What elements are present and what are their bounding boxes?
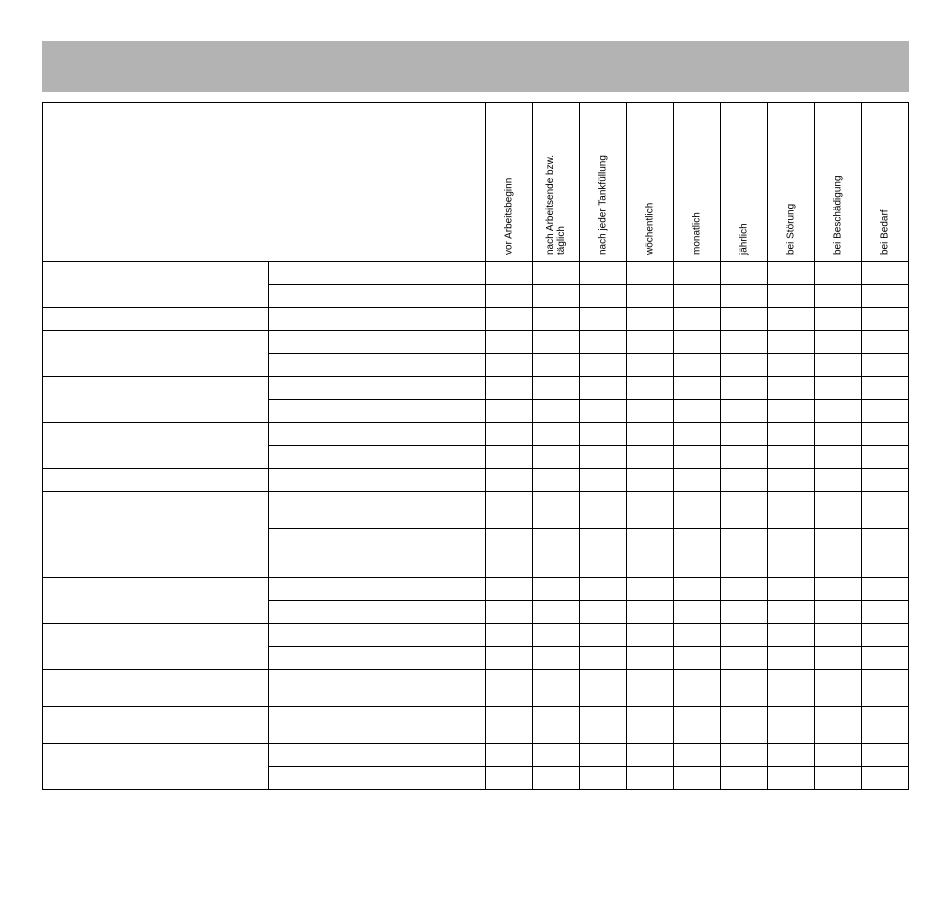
interval-check-cell: [768, 647, 815, 670]
interval-check-cell: [768, 331, 815, 354]
interval-check-cell: [768, 624, 815, 647]
interval-check-cell: [674, 624, 721, 647]
interval-check-cell: [674, 262, 721, 285]
interval-check-cell: [533, 354, 580, 377]
interval-check-cell: [580, 354, 627, 377]
interval-check-cell: [533, 707, 580, 744]
interval-check-cell: [674, 647, 721, 670]
component-cell: [43, 377, 269, 423]
interval-check-cell: [580, 423, 627, 446]
interval-check-cell: [486, 331, 533, 354]
interval-check-cell: [768, 285, 815, 308]
interval-check-cell: [674, 601, 721, 624]
column-header: [721, 103, 768, 262]
interval-check-cell: [533, 624, 580, 647]
interval-check-cell: [486, 377, 533, 400]
interval-check-cell: [815, 423, 862, 446]
table-row: [43, 670, 909, 707]
interval-check-cell: [721, 469, 768, 492]
interval-check-cell: [768, 377, 815, 400]
interval-check-cell: [580, 601, 627, 624]
interval-check-cell: [674, 308, 721, 331]
component-cell: [43, 308, 269, 331]
interval-check-cell: [721, 354, 768, 377]
interval-check-cell: [674, 285, 721, 308]
interval-check-cell: [533, 262, 580, 285]
interval-check-cell: [862, 446, 909, 469]
title-bar: [42, 41, 909, 92]
interval-check-cell: [674, 377, 721, 400]
interval-check-cell: [862, 492, 909, 529]
interval-check-cell: [815, 400, 862, 423]
interval-check-cell: [815, 529, 862, 578]
interval-check-cell: [580, 624, 627, 647]
interval-check-cell: [862, 601, 909, 624]
interval-check-cell: [486, 578, 533, 601]
table-row: [43, 744, 909, 767]
interval-check-cell: [815, 707, 862, 744]
interval-check-cell: [674, 707, 721, 744]
interval-check-cell: [862, 400, 909, 423]
interval-check-cell: [533, 767, 580, 790]
interval-check-cell: [721, 744, 768, 767]
interval-check-cell: [768, 744, 815, 767]
task-cell: [269, 262, 486, 285]
interval-check-cell: [768, 529, 815, 578]
interval-check-cell: [815, 354, 862, 377]
interval-check-cell: [486, 624, 533, 647]
interval-check-cell: [862, 767, 909, 790]
interval-check-cell: [815, 624, 862, 647]
task-cell: [269, 670, 486, 707]
interval-check-cell: [674, 400, 721, 423]
interval-check-cell: [627, 469, 674, 492]
interval-check-cell: [627, 670, 674, 707]
interval-check-cell: [533, 529, 580, 578]
interval-check-cell: [721, 262, 768, 285]
interval-check-cell: [627, 354, 674, 377]
interval-check-cell: [721, 670, 768, 707]
interval-check-cell: [580, 578, 627, 601]
interval-check-cell: [721, 446, 768, 469]
interval-check-cell: [533, 578, 580, 601]
interval-check-cell: [721, 624, 768, 647]
interval-check-cell: [815, 492, 862, 529]
component-cell: [43, 707, 269, 744]
component-cell: [43, 670, 269, 707]
interval-check-cell: [580, 285, 627, 308]
interval-check-cell: [674, 331, 721, 354]
interval-check-cell: [815, 744, 862, 767]
interval-check-cell: [627, 377, 674, 400]
interval-check-cell: [721, 707, 768, 744]
interval-check-cell: [768, 423, 815, 446]
interval-check-cell: [721, 578, 768, 601]
interval-check-cell: [627, 529, 674, 578]
interval-check-cell: [815, 446, 862, 469]
component-cell: [43, 744, 269, 790]
interval-check-cell: [862, 354, 909, 377]
column-header-label: wöchentlich: [644, 202, 656, 255]
column-header: [627, 103, 674, 262]
interval-check-cell: [862, 744, 909, 767]
interval-check-cell: [721, 331, 768, 354]
column-header-label: bei Störung: [785, 203, 797, 255]
table-row: [43, 262, 909, 285]
column-header-label: vor Arbeitsbeginn: [503, 177, 515, 255]
interval-check-cell: [533, 647, 580, 670]
column-header-label: bei Beschädigung: [832, 175, 844, 255]
column-header-label: bei Bedarf: [879, 209, 891, 255]
interval-check-cell: [533, 744, 580, 767]
interval-check-cell: [768, 578, 815, 601]
column-header: [674, 103, 721, 262]
interval-check-cell: [533, 308, 580, 331]
interval-check-cell: [627, 624, 674, 647]
interval-check-cell: [768, 492, 815, 529]
table-row: [43, 331, 909, 354]
header-corner-cell: [43, 103, 486, 262]
interval-check-cell: [486, 469, 533, 492]
task-cell: [269, 446, 486, 469]
task-cell: [269, 647, 486, 670]
interval-check-cell: [533, 285, 580, 308]
interval-check-cell: [580, 331, 627, 354]
interval-check-cell: [627, 262, 674, 285]
interval-check-cell: [580, 492, 627, 529]
interval-check-cell: [533, 492, 580, 529]
interval-check-cell: [815, 469, 862, 492]
interval-check-cell: [580, 670, 627, 707]
table-row: [43, 707, 909, 744]
interval-check-cell: [815, 262, 862, 285]
component-cell: [43, 469, 269, 492]
interval-check-cell: [627, 492, 674, 529]
interval-check-cell: [721, 308, 768, 331]
task-cell: [269, 377, 486, 400]
component-cell: [43, 331, 269, 377]
maintenance-schedule-table: [42, 102, 909, 790]
table-row: [43, 423, 909, 446]
column-header: [768, 103, 815, 262]
interval-check-cell: [862, 578, 909, 601]
interval-check-cell: [580, 308, 627, 331]
task-cell: [269, 492, 486, 529]
interval-check-cell: [862, 707, 909, 744]
interval-check-cell: [862, 529, 909, 578]
interval-check-cell: [674, 354, 721, 377]
interval-check-cell: [862, 377, 909, 400]
table-row: [43, 377, 909, 400]
interval-check-cell: [768, 601, 815, 624]
interval-check-cell: [533, 400, 580, 423]
interval-check-cell: [627, 423, 674, 446]
column-header-label: jährlich: [738, 223, 750, 255]
interval-check-cell: [862, 262, 909, 285]
task-cell: [269, 423, 486, 446]
interval-check-cell: [815, 767, 862, 790]
interval-check-cell: [674, 578, 721, 601]
task-cell: [269, 707, 486, 744]
column-header-label: monatlich: [691, 212, 703, 255]
interval-check-cell: [486, 308, 533, 331]
interval-check-cell: [815, 670, 862, 707]
task-cell: [269, 469, 486, 492]
interval-check-cell: [486, 744, 533, 767]
interval-check-cell: [627, 400, 674, 423]
interval-check-cell: [486, 529, 533, 578]
interval-check-cell: [627, 308, 674, 331]
interval-check-cell: [815, 647, 862, 670]
interval-check-cell: [815, 377, 862, 400]
task-cell: [269, 624, 486, 647]
interval-check-cell: [862, 285, 909, 308]
interval-check-cell: [580, 400, 627, 423]
interval-check-cell: [721, 529, 768, 578]
task-cell: [269, 529, 486, 578]
interval-check-cell: [627, 647, 674, 670]
interval-check-cell: [580, 647, 627, 670]
interval-check-cell: [533, 331, 580, 354]
task-cell: [269, 578, 486, 601]
table-row: [43, 469, 909, 492]
interval-check-cell: [768, 354, 815, 377]
table-row: [43, 308, 909, 331]
interval-check-cell: [486, 400, 533, 423]
interval-check-cell: [674, 423, 721, 446]
interval-check-cell: [721, 377, 768, 400]
interval-check-cell: [721, 423, 768, 446]
interval-check-cell: [674, 446, 721, 469]
interval-check-cell: [768, 707, 815, 744]
header-row: [43, 103, 909, 262]
component-cell: [43, 624, 269, 670]
column-header: [533, 103, 580, 262]
interval-check-cell: [580, 377, 627, 400]
interval-check-cell: [815, 285, 862, 308]
interval-check-cell: [627, 744, 674, 767]
task-cell: [269, 601, 486, 624]
interval-check-cell: [815, 331, 862, 354]
interval-check-cell: [486, 262, 533, 285]
interval-check-cell: [862, 469, 909, 492]
interval-check-cell: [768, 767, 815, 790]
interval-check-cell: [862, 647, 909, 670]
interval-check-cell: [768, 670, 815, 707]
interval-check-cell: [768, 400, 815, 423]
interval-check-cell: [674, 767, 721, 790]
interval-check-cell: [627, 601, 674, 624]
interval-check-cell: [768, 262, 815, 285]
task-cell: [269, 767, 486, 790]
interval-check-cell: [486, 285, 533, 308]
interval-check-cell: [862, 624, 909, 647]
interval-check-cell: [580, 469, 627, 492]
interval-check-cell: [533, 670, 580, 707]
interval-check-cell: [580, 707, 627, 744]
interval-check-cell: [627, 767, 674, 790]
component-cell: [43, 578, 269, 624]
component-cell: [43, 423, 269, 469]
interval-check-cell: [674, 744, 721, 767]
task-cell: [269, 308, 486, 331]
interval-check-cell: [486, 767, 533, 790]
table-body: [43, 262, 909, 790]
interval-check-cell: [627, 446, 674, 469]
interval-check-cell: [721, 492, 768, 529]
interval-check-cell: [721, 647, 768, 670]
interval-check-cell: [768, 469, 815, 492]
interval-check-cell: [533, 601, 580, 624]
interval-check-cell: [674, 529, 721, 578]
interval-check-cell: [580, 767, 627, 790]
column-header-label: nach Arbeitsende bzw. täglich: [545, 154, 567, 255]
interval-check-cell: [862, 423, 909, 446]
interval-check-cell: [486, 670, 533, 707]
task-cell: [269, 285, 486, 308]
interval-check-cell: [721, 767, 768, 790]
interval-check-cell: [533, 423, 580, 446]
interval-check-cell: [580, 262, 627, 285]
interval-check-cell: [627, 707, 674, 744]
interval-check-cell: [721, 285, 768, 308]
interval-check-cell: [674, 492, 721, 529]
interval-check-cell: [674, 670, 721, 707]
column-header: [815, 103, 862, 262]
task-cell: [269, 331, 486, 354]
interval-check-cell: [815, 308, 862, 331]
interval-check-cell: [627, 285, 674, 308]
interval-check-cell: [768, 446, 815, 469]
interval-check-cell: [862, 308, 909, 331]
interval-check-cell: [815, 601, 862, 624]
interval-check-cell: [768, 308, 815, 331]
interval-check-cell: [533, 377, 580, 400]
task-cell: [269, 400, 486, 423]
interval-check-cell: [580, 529, 627, 578]
table-row: [43, 492, 909, 529]
interval-check-cell: [580, 744, 627, 767]
interval-check-cell: [627, 331, 674, 354]
column-header: [862, 103, 909, 262]
interval-check-cell: [721, 400, 768, 423]
task-cell: [269, 354, 486, 377]
interval-check-cell: [486, 707, 533, 744]
interval-check-cell: [486, 647, 533, 670]
interval-check-cell: [721, 601, 768, 624]
column-header: [580, 103, 627, 262]
interval-check-cell: [674, 469, 721, 492]
table-row: [43, 578, 909, 601]
column-header: [486, 103, 533, 262]
task-cell: [269, 744, 486, 767]
interval-check-cell: [533, 469, 580, 492]
interval-check-cell: [862, 331, 909, 354]
table-row: [43, 624, 909, 647]
interval-check-cell: [815, 578, 862, 601]
interval-check-cell: [580, 446, 627, 469]
interval-check-cell: [486, 601, 533, 624]
interval-check-cell: [862, 670, 909, 707]
interval-check-cell: [486, 492, 533, 529]
interval-check-cell: [486, 354, 533, 377]
interval-check-cell: [533, 446, 580, 469]
interval-check-cell: [486, 446, 533, 469]
component-cell: [43, 262, 269, 308]
component-cell: [43, 492, 269, 578]
interval-check-cell: [486, 423, 533, 446]
column-header-label: nach jeder Tankfüllung: [597, 155, 609, 255]
interval-check-cell: [627, 578, 674, 601]
